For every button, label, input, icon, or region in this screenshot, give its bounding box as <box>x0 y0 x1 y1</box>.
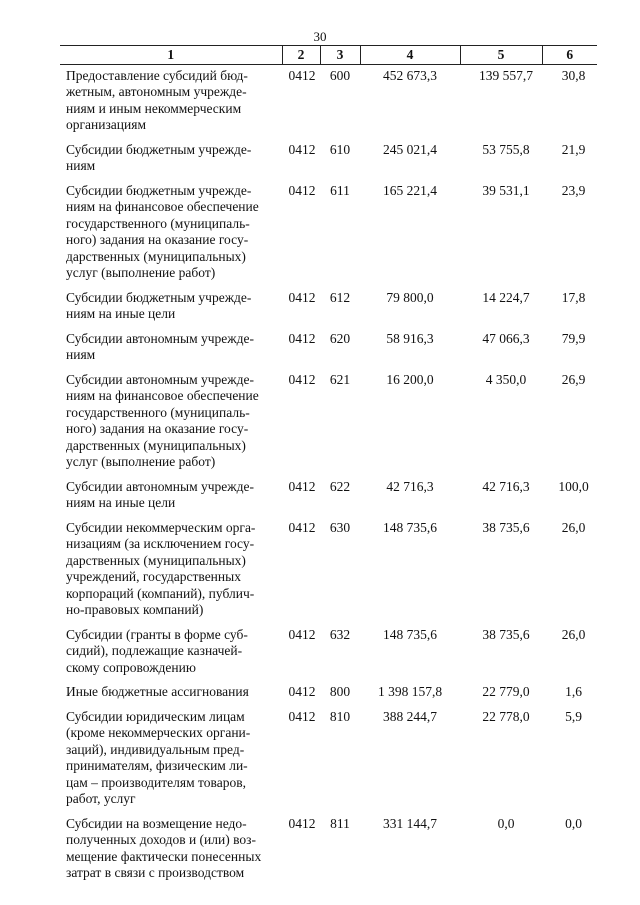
row-plan-amount: 79 800,0 <box>386 289 434 305</box>
row-name-text: Субсидии бюджетным учрежде- ниям на финансовое обеспечение государственного (муниципаль- ного) задания на оказание госу- дарственных (муниципальных) услуг (выполнение работ) <box>66 182 259 280</box>
row-execution-percent: 21,9 <box>561 141 586 157</box>
row-executed-amount: 38 735,6 <box>482 519 530 535</box>
table-row <box>60 479 597 520</box>
row-section-code: 0412 <box>288 815 316 831</box>
row-executed-amount: 139 557,7 <box>479 67 533 83</box>
row-name-text: Субсидии автономным учрежде- ниям на финансовое обеспечение государственного (муниципаль- ного) задания на оказание госу- дарственных (муниципальных) услуг (выполнение работ) <box>66 371 259 469</box>
row-name <box>60 372 282 479</box>
row-executed-amount: 14 224,7 <box>482 289 530 305</box>
row-expense-type: 620 <box>329 330 351 346</box>
table-row <box>60 684 597 709</box>
row-plan-amount: 42 716,3 <box>386 478 434 494</box>
row-execution-percent: 30,8 <box>561 67 586 83</box>
row-expense-type: 622 <box>329 478 351 494</box>
row-executed-amount: 22 779,0 <box>482 684 530 699</box>
row-name <box>60 709 282 816</box>
row-plan-amount: 16 200,0 <box>386 371 434 387</box>
row-name <box>60 520 282 627</box>
row-name <box>60 290 282 331</box>
row-section-code: 0412 <box>288 626 316 642</box>
row-expense-type: 800 <box>329 684 351 699</box>
row-section-code: 0412 <box>288 684 316 699</box>
row-name-text: Иные бюджетные ассигнования <box>66 684 249 699</box>
row-executed-amount: 38 735,6 <box>482 626 530 642</box>
table-body <box>60 64 597 890</box>
row-name-text: Субсидии бюджетным учрежде- ниям <box>66 141 252 173</box>
row-name <box>60 331 282 372</box>
row-plan-amount: 165 221,4 <box>383 182 437 198</box>
table-row <box>60 520 597 627</box>
row-executed-amount: 0,0 <box>497 815 515 831</box>
row-execution-percent: 26,0 <box>561 626 586 642</box>
row-plan-amount: 452 673,3 <box>383 67 437 83</box>
row-execution-percent: 1,6 <box>565 684 582 699</box>
row-name-text: Субсидии автономным учрежде- ниям <box>66 330 254 362</box>
row-section-code: 0412 <box>288 708 316 724</box>
row-plan-amount: 148 735,6 <box>383 626 437 642</box>
row-name <box>60 183 282 290</box>
table-row <box>60 331 597 372</box>
row-name-text: Субсидии автономным учрежде- ниям на иные цели <box>66 478 254 510</box>
row-expense-type: 810 <box>329 708 351 724</box>
row-execution-percent: 23,9 <box>561 182 586 198</box>
row-execution-percent: 100,0 <box>558 478 589 494</box>
row-section-code: 0412 <box>288 67 316 83</box>
row-expense-type: 811 <box>330 815 350 831</box>
row-section-code: 0412 <box>288 141 316 157</box>
row-name <box>60 64 282 142</box>
row-execution-percent: 0,0 <box>565 815 582 831</box>
header-col-1: 1 <box>60 46 282 65</box>
table-row <box>60 142 597 183</box>
row-execution-percent: 17,8 <box>561 289 586 305</box>
row-name-text: Субсидии (гранты в форме суб- сидий), подлежащие казначей- скому сопровождению <box>66 626 248 675</box>
row-executed-amount: 4 350,0 <box>485 371 527 387</box>
row-name <box>60 684 282 709</box>
row-expense-type: 612 <box>329 289 351 305</box>
header-col-6: 6 <box>542 46 597 65</box>
header-col-4: 4 <box>360 46 460 65</box>
table-header <box>60 46 597 65</box>
row-execution-percent: 26,0 <box>561 519 586 535</box>
row-expense-type: 610 <box>329 141 351 157</box>
row-execution-percent: 79,9 <box>561 330 586 346</box>
row-section-code: 0412 <box>288 371 316 387</box>
page-number: 30 <box>313 29 327 44</box>
row-section-code: 0412 <box>288 330 316 346</box>
row-expense-type: 630 <box>329 519 351 535</box>
row-executed-amount: 39 531,1 <box>482 182 530 198</box>
row-executed-amount: 22 778,0 <box>482 708 530 724</box>
row-section-code: 0412 <box>288 478 316 494</box>
row-name-text: Субсидии на возмещение недо- полученных доходов и (или) воз- мещение фактически понесенных затрат в связи с производством <box>66 815 262 880</box>
header-col-3: 3 <box>320 46 360 65</box>
row-name-text: Предоставление субсидий бюд- жетным, автономным учрежде- ниям и иным некоммерческим организациям <box>66 67 248 132</box>
row-name-text: Субсидии юридическим лицам (кроме некоммерческих органи- заций), индивидуальным пред- принимателям, физическим ли- цам – производителям товаров, работ, услуг <box>66 708 251 806</box>
budget-table <box>60 45 597 890</box>
row-plan-amount: 58 916,3 <box>386 330 434 346</box>
row-name <box>60 142 282 183</box>
row-executed-amount: 42 716,3 <box>482 478 530 494</box>
row-section-code: 0412 <box>288 182 316 198</box>
header-col-5: 5 <box>460 46 542 65</box>
table-row <box>60 627 597 685</box>
row-plan-amount: 245 021,4 <box>383 141 437 157</box>
row-name <box>60 479 282 520</box>
table-row <box>60 183 597 290</box>
row-plan-amount: 1 398 157,8 <box>377 684 443 699</box>
row-name-text: Субсидии бюджетным учрежде- ниям на иные цели <box>66 289 252 321</box>
row-name <box>60 816 282 890</box>
row-execution-percent: 5,9 <box>565 708 582 724</box>
row-name <box>60 627 282 685</box>
table-row <box>60 709 597 816</box>
table-row <box>60 372 597 479</box>
row-name-text: Субсидии некоммерческим орга- низациям (за исключением госу- дарственных (муниципальных) учреждений, государственных корпораций (компаний), публич- но-правовых компаний) <box>66 519 256 617</box>
row-executed-amount: 47 066,3 <box>482 330 530 346</box>
row-expense-type: 621 <box>329 371 351 387</box>
row-plan-amount: 148 735,6 <box>383 519 437 535</box>
table-row <box>60 64 597 142</box>
row-execution-percent: 26,9 <box>561 371 586 387</box>
header-row <box>60 46 597 65</box>
header-col-2: 2 <box>282 46 320 65</box>
row-section-code: 0412 <box>288 519 316 535</box>
row-plan-amount: 331 144,7 <box>383 815 437 831</box>
row-expense-type: 611 <box>330 182 350 198</box>
table-row <box>60 816 597 890</box>
row-executed-amount: 53 755,8 <box>482 141 530 157</box>
row-section-code: 0412 <box>288 289 316 305</box>
table-row <box>60 290 597 331</box>
row-expense-type: 632 <box>329 626 351 642</box>
row-expense-type: 600 <box>329 67 351 83</box>
row-plan-amount: 388 244,7 <box>383 708 437 724</box>
